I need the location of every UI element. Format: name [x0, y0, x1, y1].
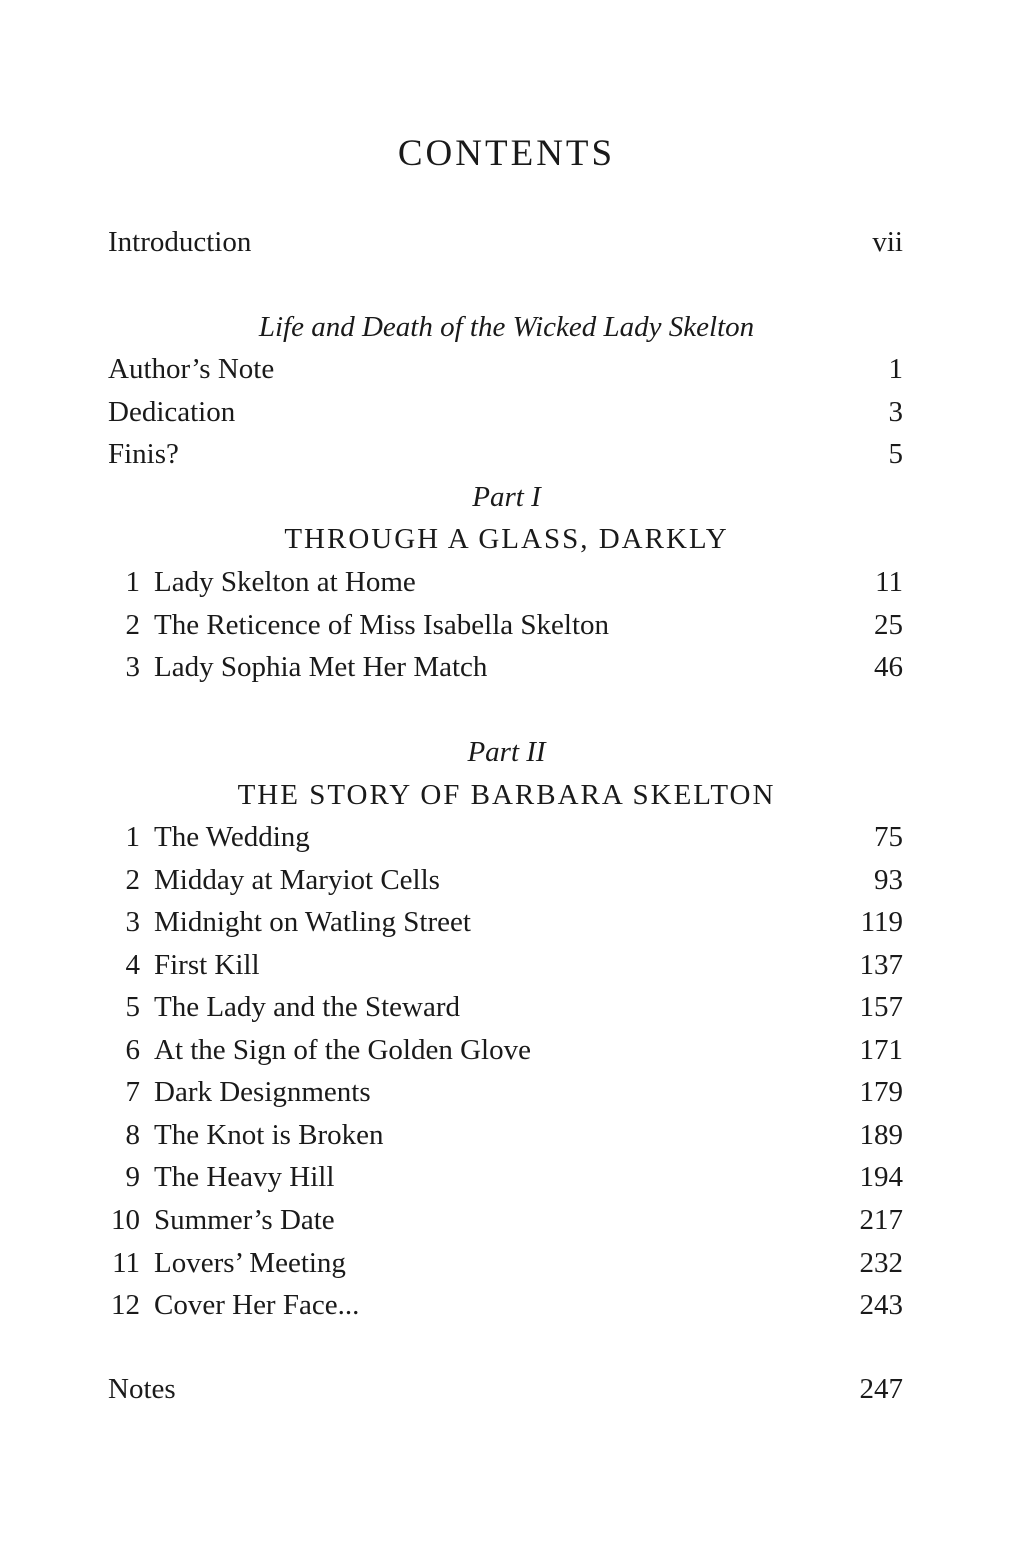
chapter-number: 7 [125, 1076, 140, 1108]
toc-chapter-row[interactable] [108, 605, 903, 645]
toc-chapter-row[interactable] [108, 1243, 903, 1283]
toc-chapter-row[interactable] [108, 1285, 903, 1325]
chapter-number: 3 [125, 651, 140, 683]
chapter-page: 75 [874, 821, 903, 853]
chapter-title: Lovers’ Meeting [154, 1247, 346, 1279]
toc-entry-page: 247 [859, 1373, 903, 1405]
chapter-number: 10 [111, 1204, 140, 1236]
chapter-title: Cover Her Face... [154, 1289, 360, 1321]
chapter-page: 46 [874, 651, 903, 683]
chapter-number: 8 [125, 1119, 140, 1151]
chapter-number: 3 [125, 906, 140, 938]
toc-chapter-row[interactable] [108, 1115, 903, 1155]
chapter-page: 171 [859, 1034, 903, 1066]
chapter-title: Midnight on Watling Street [154, 906, 471, 938]
page-title: CONTENTS [397, 133, 616, 174]
chapter-page: 217 [859, 1204, 903, 1236]
chapter-page: 119 [860, 906, 903, 938]
toc-chapter-row[interactable] [108, 902, 903, 942]
toc-entry-page: 3 [888, 396, 903, 428]
chapter-title: The Reticence of Miss Isabella Skelton [154, 609, 610, 641]
toc-chapter-row[interactable] [108, 817, 903, 857]
chapter-title: The Lady and the Steward [154, 991, 461, 1023]
part-1-label: Part I [472, 481, 541, 513]
chapter-title: Summer’s Date [154, 1204, 335, 1236]
chapter-page: 194 [859, 1161, 903, 1193]
chapter-page: 93 [874, 864, 903, 896]
toc-entry-label: Dedication [108, 396, 236, 428]
chapter-page: 137 [859, 949, 903, 981]
toc-entry-page: 5 [888, 438, 903, 470]
toc-entry-label: Introduction [108, 226, 252, 258]
toc-entry-label: Finis? [108, 438, 179, 470]
chapter-title: Dark Designments [154, 1076, 371, 1108]
chapter-title: The Heavy Hill [154, 1161, 335, 1193]
chapter-number: 12 [111, 1289, 140, 1321]
toc-chapter-row[interactable] [108, 1030, 903, 1070]
toc-entry-finis[interactable] [108, 434, 903, 474]
toc-entry-page: vii [872, 226, 903, 258]
toc-chapter-row[interactable] [108, 562, 903, 602]
part-1-title: THROUGH A GLASS, DARKLY [284, 523, 729, 555]
chapter-page: 157 [859, 991, 903, 1023]
chapter-page: 243 [859, 1289, 903, 1321]
toc-entry-label: Author’s Note [108, 353, 275, 385]
book-title: Life and Death of the Wicked Lady Skelton [258, 311, 755, 343]
chapter-page: 232 [859, 1247, 903, 1279]
chapter-number: 2 [125, 609, 140, 641]
chapter-page: 25 [874, 609, 903, 641]
chapter-number: 1 [125, 821, 140, 853]
toc-chapter-row[interactable] [108, 1200, 903, 1240]
toc-entry-introduction[interactable] [108, 222, 903, 262]
part-2-title: THE STORY OF BARBARA SKELTON [237, 779, 776, 811]
chapter-title: The Wedding [154, 821, 310, 853]
chapter-number: 4 [125, 949, 140, 981]
chapter-number: 5 [125, 991, 140, 1023]
toc-chapter-row[interactable] [108, 1157, 903, 1197]
toc-entry-label: Notes [108, 1373, 176, 1405]
chapter-number: 2 [125, 864, 140, 896]
chapter-number: 1 [125, 566, 140, 598]
toc-chapter-row[interactable] [108, 860, 903, 900]
chapter-title: First Kill [154, 949, 260, 981]
chapter-number: 6 [125, 1034, 140, 1066]
chapter-title: Midday at Maryiot Cells [154, 864, 440, 896]
toc-entry-dedication[interactable] [108, 392, 903, 432]
toc-chapter-row[interactable] [108, 647, 903, 687]
toc-chapter-row[interactable] [108, 1072, 903, 1112]
chapter-title: Lady Sophia Met Her Match [154, 651, 488, 683]
toc-chapter-row[interactable] [108, 945, 903, 985]
chapter-title: Lady Skelton at Home [154, 566, 416, 598]
chapter-title: At the Sign of the Golden Glove [154, 1034, 531, 1066]
chapter-page: 189 [859, 1119, 903, 1151]
toc-entry-notes[interactable] [108, 1369, 903, 1409]
chapter-page: 179 [859, 1076, 903, 1108]
chapter-page: 11 [875, 566, 903, 598]
chapter-title: The Knot is Broken [154, 1119, 384, 1151]
chapter-number: 11 [112, 1247, 140, 1279]
toc-entry-page: 1 [888, 353, 903, 385]
toc-chapter-row[interactable] [108, 987, 903, 1027]
part-2-label: Part II [467, 736, 546, 768]
chapter-number: 9 [125, 1161, 140, 1193]
toc-entry-authors-note[interactable] [108, 349, 903, 389]
